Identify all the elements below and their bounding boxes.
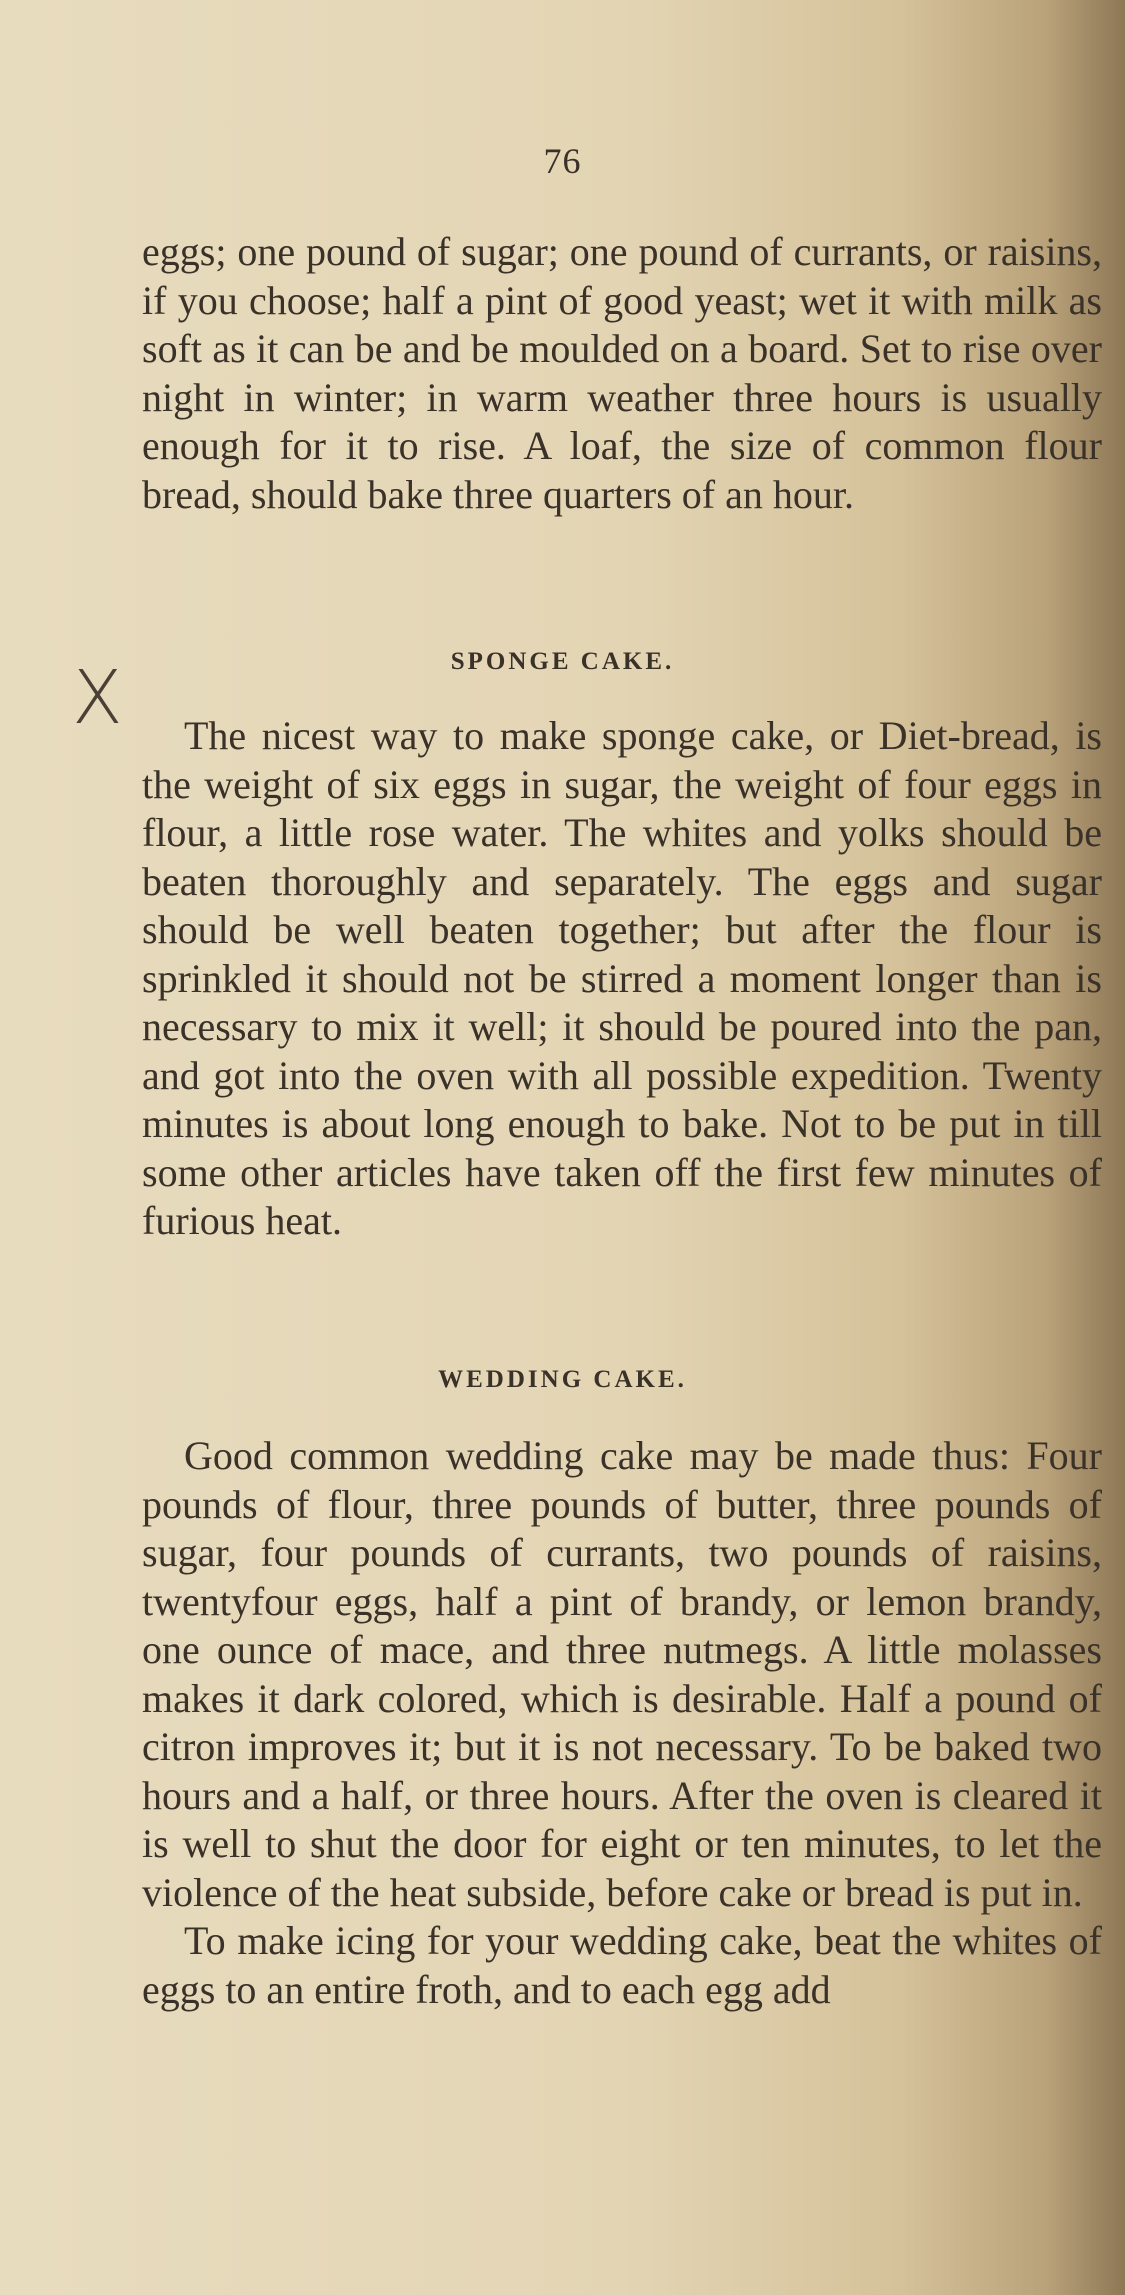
wedding-cake-text-block <box>142 1432 1102 2014</box>
sponge-cake-heading: SPONGE CAKE. <box>450 648 675 675</box>
handwritten-x-mark: X <box>72 655 123 741</box>
wedding-cake-heading: WEDDING CAKE. <box>438 1366 687 1393</box>
wedding-cake-paragraph-2: To make icing for your wedding cake, beat the whites of eggs to an entire froth, and to each egg add <box>142 1918 1102 2012</box>
page-number: 76 <box>543 141 582 181</box>
sponge-cake-text-block <box>142 712 1102 1246</box>
wedding-cake-paragraph-1: Good common wedding cake may be made thus: Four pounds of flour, three pounds of butter, three pounds of sugar, four pounds of currants, two pounds of raisins, twentyfour eggs, half a pint of brandy, or lemon brandy, one ounce of mace, and three nutmegs. A little molasses makes it dark colored, which is desirable. Half a pound of citron improves it; but it is not necessary. To be baked two hours and a half, or three hours. After the oven is cleared it is well to shut the door for eight or ten minutes, to let the violence of the heat subside, before cake or bread is put in. <box>142 1433 1102 1915</box>
intro-paragraph: eggs; one pound of sugar; one pound of currants, or raisins, if you choose; half a pint of good yeast; wet it with milk as soft as it can be and be moulded on a board. Set to rise over night in winter; in warm weather three hours is usually enough for it to rise. A loaf, the size of common flour bread, should bake three quarters of an hour. <box>142 229 1102 517</box>
sponge-cake-paragraph: The nicest way to make sponge cake, or Diet-bread, is the weight of six eggs in sugar, the weight of four eggs in flour, a little rose water. The whites and yolks should be beaten thoroughly and separately. The eggs and sugar should be well beaten together; but after the flour is sprinkled it should not be stirred a moment longer than is necessary to mix it well; it should be poured into the pan, and got into the oven with all possible expedition. Twenty minutes is about long enough to bake. Not to be put in till some other articles have taken off the first few minutes of furious heat. <box>142 713 1102 1243</box>
intro-text-block <box>142 228 1102 519</box>
